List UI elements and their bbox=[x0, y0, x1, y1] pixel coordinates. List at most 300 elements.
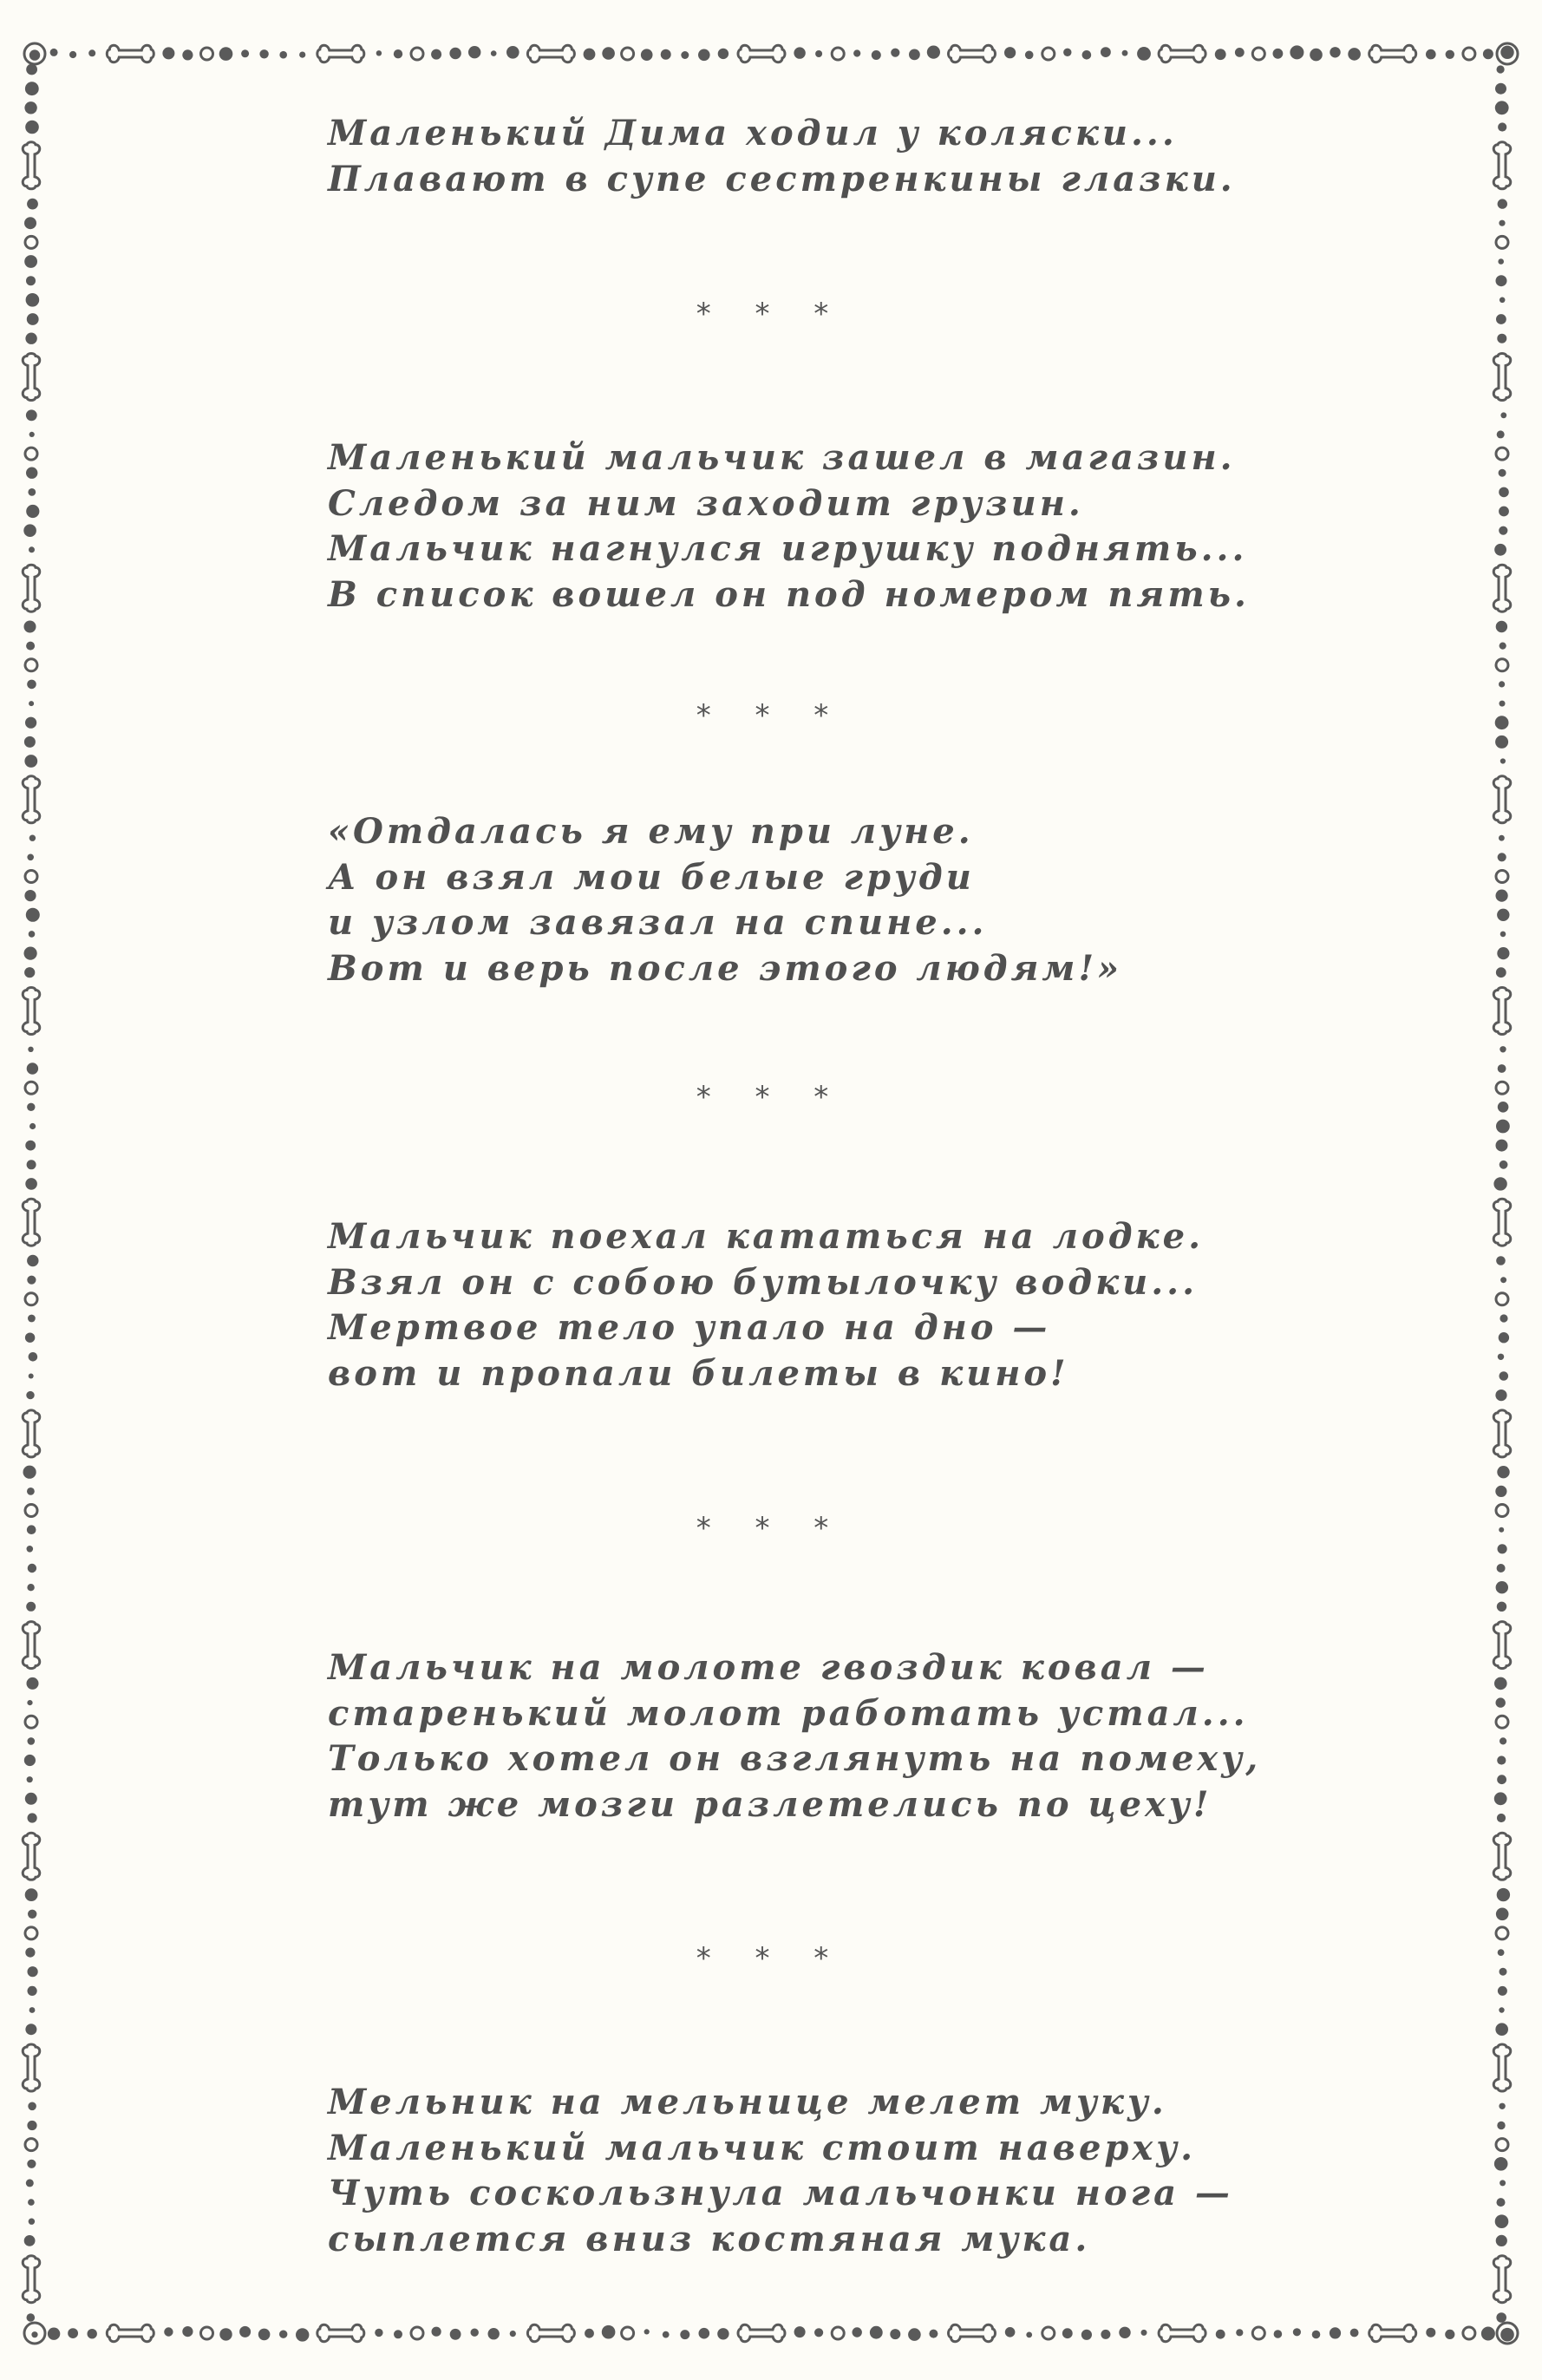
border-dot bbox=[890, 2329, 900, 2339]
border-dot bbox=[27, 1776, 33, 1782]
border-dot bbox=[602, 47, 615, 60]
border-dot bbox=[375, 2329, 382, 2337]
border-dot bbox=[1082, 50, 1092, 60]
border-dot bbox=[1499, 220, 1505, 226]
border-dot bbox=[717, 2328, 729, 2339]
stanza-4 bbox=[328, 1214, 1212, 1396]
border-dot bbox=[28, 1315, 36, 1323]
bone-icon bbox=[23, 1622, 40, 1669]
border-dot bbox=[870, 2326, 883, 2339]
border-dot bbox=[1499, 526, 1507, 535]
border-dot bbox=[28, 488, 36, 496]
border-dot bbox=[1293, 2328, 1301, 2336]
border-dot bbox=[24, 2235, 36, 2246]
border-dot bbox=[27, 1160, 36, 1169]
border-dot bbox=[26, 2179, 34, 2187]
stanza-line: Мельник на мельнице мелет муку. bbox=[328, 2082, 1167, 2122]
border-dot bbox=[1500, 1314, 1507, 1322]
bone-icon bbox=[738, 2324, 785, 2342]
border-dot bbox=[794, 47, 805, 58]
stanza-line: В список вошел он под номером пять. bbox=[328, 573, 1250, 615]
border-dot bbox=[24, 101, 36, 114]
border-dot bbox=[23, 524, 36, 537]
border-dot bbox=[1496, 621, 1507, 632]
border-dot bbox=[25, 1333, 35, 1343]
border-dot bbox=[1025, 51, 1034, 60]
stanza-line: Взял он с собою бутылочку водки... bbox=[328, 1261, 1199, 1303]
stanza-line: Вот и верь после этого людям!» bbox=[328, 947, 1122, 989]
border-dot bbox=[1497, 909, 1509, 921]
border-ring bbox=[1496, 448, 1508, 460]
border-dot bbox=[31, 2331, 37, 2338]
border-ring bbox=[411, 48, 423, 60]
border-dot bbox=[1496, 1908, 1509, 1921]
border-dot bbox=[25, 82, 39, 95]
bone-icon bbox=[23, 2256, 40, 2303]
stanza-line: Маленький мальчик стоит наверху. bbox=[328, 2127, 1197, 2168]
border-dot bbox=[1497, 1756, 1506, 1764]
bone-icon bbox=[1493, 1833, 1511, 1880]
border-dot bbox=[1496, 2312, 1506, 2323]
border-dot bbox=[1495, 2214, 1509, 2228]
border-dot bbox=[1497, 1888, 1510, 1901]
stanza-line: вот и пропали билеты в кино! bbox=[328, 1352, 1069, 1394]
border-dot bbox=[88, 2329, 97, 2338]
border-dot bbox=[908, 2328, 921, 2341]
border-dot bbox=[1495, 1389, 1506, 1401]
border-dot bbox=[1236, 2329, 1243, 2336]
border-dot bbox=[1499, 1332, 1509, 1343]
border-dot bbox=[28, 1047, 33, 1052]
border-dot bbox=[279, 51, 287, 59]
border-dot bbox=[1498, 258, 1504, 265]
border-dot bbox=[1499, 469, 1506, 477]
border-dot bbox=[1496, 1120, 1510, 1134]
border-ring bbox=[1496, 1927, 1508, 1939]
border-dot bbox=[1119, 2327, 1130, 2338]
border-dot bbox=[929, 2330, 938, 2338]
border-dot bbox=[718, 49, 729, 59]
stanza-line: старенький молот работать устал... bbox=[328, 1692, 1249, 1734]
border-dot bbox=[1496, 890, 1508, 902]
border-dot bbox=[239, 2326, 251, 2338]
border-ring bbox=[1042, 48, 1055, 60]
border-dot bbox=[1497, 334, 1506, 343]
border-dot bbox=[641, 49, 653, 61]
bone-icon bbox=[1493, 2256, 1511, 2303]
border-dot bbox=[1494, 1677, 1507, 1690]
border-dot bbox=[26, 1602, 36, 1612]
border-dot bbox=[24, 217, 36, 229]
border-dot bbox=[29, 1352, 38, 1362]
border-dot bbox=[1426, 2328, 1435, 2338]
border-dot bbox=[376, 50, 382, 56]
border-dot bbox=[602, 2325, 616, 2339]
border-dot bbox=[1495, 83, 1506, 95]
border-ring bbox=[1496, 236, 1508, 248]
border-dot bbox=[1499, 681, 1505, 687]
border-dot bbox=[48, 2328, 60, 2340]
border-dot bbox=[1497, 1775, 1506, 1784]
border-dot bbox=[1062, 2328, 1073, 2338]
border-dot bbox=[279, 2331, 287, 2338]
border-ring bbox=[1252, 48, 1264, 60]
border-dot bbox=[24, 255, 37, 268]
border-dot bbox=[1426, 49, 1436, 60]
bone-icon bbox=[1369, 45, 1416, 62]
border-dot bbox=[1330, 2327, 1341, 2338]
border-dot bbox=[1500, 1737, 1506, 1744]
bone-icon bbox=[317, 45, 364, 62]
border-dot bbox=[1496, 967, 1506, 978]
border-dot bbox=[431, 49, 441, 60]
border-dot bbox=[510, 2331, 516, 2337]
border-dot bbox=[24, 890, 36, 901]
border-dot bbox=[26, 642, 35, 651]
border-dot bbox=[26, 276, 36, 285]
bone-icon bbox=[23, 2044, 40, 2091]
stanza-1 bbox=[328, 111, 1236, 202]
border-dot bbox=[296, 2328, 309, 2341]
border-ring bbox=[1496, 659, 1508, 671]
border-ring bbox=[201, 2327, 213, 2339]
border-dot bbox=[1498, 1986, 1507, 1996]
border-dot bbox=[1215, 49, 1226, 60]
border-ring bbox=[1252, 2327, 1264, 2339]
border-dot bbox=[1483, 49, 1493, 59]
border-dot bbox=[927, 46, 940, 59]
border-dot bbox=[1348, 48, 1361, 61]
border-dot bbox=[1500, 412, 1506, 418]
border-dot bbox=[794, 2326, 806, 2338]
stanza-line: Маленький мальчик зашел в магазин. bbox=[328, 437, 1236, 478]
border-dot bbox=[27, 1255, 38, 1266]
stanza-line: Мальчик нагнулся игрушку поднять... bbox=[328, 528, 1248, 569]
border-dot bbox=[29, 835, 36, 841]
border-dot bbox=[1494, 544, 1506, 556]
border-dot bbox=[27, 1677, 39, 1690]
border-dot bbox=[28, 2102, 36, 2111]
border-dot bbox=[26, 505, 39, 518]
border-dot bbox=[1499, 507, 1509, 517]
stanza-line: Мальчик поехал кататься на лодке. bbox=[328, 1216, 1204, 1257]
border-dot bbox=[663, 2331, 670, 2338]
border-dot bbox=[1497, 947, 1509, 959]
border-dot bbox=[1500, 1371, 1509, 1381]
bone-icon bbox=[1369, 2324, 1416, 2342]
border-dot bbox=[661, 49, 671, 60]
bone-icon bbox=[23, 1199, 40, 1246]
border-dot bbox=[815, 50, 822, 57]
stanza-line: «Отдалась я ему при луне. bbox=[328, 811, 974, 852]
border-dot bbox=[259, 49, 268, 58]
border-dot bbox=[1446, 50, 1454, 59]
border-ring bbox=[25, 659, 37, 671]
border-dot bbox=[1497, 430, 1505, 438]
border-dot bbox=[23, 1466, 36, 1479]
bone-icon bbox=[1493, 1410, 1511, 1457]
border-dot bbox=[27, 680, 36, 690]
bone-icon bbox=[23, 565, 40, 611]
border-ring bbox=[25, 2139, 37, 2151]
border-dot bbox=[27, 854, 34, 861]
border-ring bbox=[1463, 48, 1475, 60]
border-dot bbox=[1500, 1277, 1506, 1283]
stanza-line: сыплется вниз костяная мука. bbox=[328, 2218, 1091, 2259]
border-dot bbox=[1310, 49, 1323, 62]
bone-icon bbox=[107, 2324, 154, 2342]
border-dot bbox=[26, 468, 37, 479]
border-dot bbox=[394, 49, 402, 58]
bone-icon bbox=[738, 45, 785, 62]
border-dot bbox=[488, 2328, 500, 2339]
border-ring bbox=[832, 2327, 844, 2339]
bone-icon bbox=[1493, 142, 1511, 189]
border-dot bbox=[162, 47, 174, 59]
border-dot bbox=[25, 333, 36, 344]
bone-icon bbox=[949, 2324, 996, 2342]
border-dot bbox=[1493, 1177, 1506, 1190]
stanza-separator: * * * bbox=[696, 1080, 846, 1115]
border-dot bbox=[1495, 736, 1508, 749]
stanza-line: Чуть соскользнула мальчонки нога — bbox=[328, 2173, 1233, 2213]
border-ring bbox=[832, 48, 844, 60]
stanza-line: А он взял мои белые груди bbox=[328, 856, 975, 898]
border-ring bbox=[1496, 1293, 1508, 1305]
border-dot bbox=[28, 1564, 36, 1572]
border-dot bbox=[1499, 2103, 1505, 2109]
border-ring bbox=[1496, 1716, 1508, 1728]
border-dot bbox=[1330, 47, 1340, 57]
border-dot bbox=[25, 1888, 38, 1901]
border-dot bbox=[219, 47, 233, 61]
border-dot bbox=[1495, 2023, 1508, 2036]
border-dot bbox=[1498, 853, 1506, 861]
border-ring bbox=[411, 2327, 423, 2339]
border-dot bbox=[299, 52, 305, 58]
border-dot bbox=[1273, 49, 1284, 59]
border-dot bbox=[27, 2160, 36, 2168]
border-dot bbox=[698, 49, 710, 62]
border-dot bbox=[1498, 199, 1507, 208]
bone-icon bbox=[23, 776, 40, 823]
bone-icon bbox=[1159, 45, 1206, 62]
bone-icon bbox=[1493, 988, 1511, 1035]
border-dot bbox=[24, 1755, 36, 1766]
border-dot bbox=[1290, 45, 1304, 59]
border-dot bbox=[1216, 2330, 1225, 2339]
border-dot bbox=[1101, 47, 1111, 57]
border-dot bbox=[25, 1793, 37, 1805]
border-dot bbox=[27, 2121, 36, 2130]
border-dot bbox=[1122, 50, 1128, 56]
border-dot bbox=[164, 2327, 173, 2336]
border-dot bbox=[1481, 2327, 1495, 2341]
border-dot bbox=[1063, 49, 1071, 56]
border-ring bbox=[1496, 871, 1508, 883]
border-dot bbox=[29, 931, 36, 938]
border-ring bbox=[1463, 2327, 1475, 2339]
border-dot bbox=[1500, 1046, 1506, 1052]
stanza-separator: * * * bbox=[696, 1511, 846, 1546]
border-dot bbox=[1495, 101, 1509, 114]
border-dot bbox=[1026, 2332, 1032, 2338]
bone-icon bbox=[1493, 1199, 1511, 1246]
border-dot bbox=[681, 51, 689, 59]
border-dot bbox=[1004, 47, 1016, 58]
border-dot bbox=[1081, 2330, 1092, 2340]
border-dot bbox=[25, 1141, 36, 1151]
border-dot bbox=[1235, 48, 1245, 57]
bone-icon bbox=[107, 45, 154, 62]
border-dot bbox=[1137, 47, 1151, 61]
border-dot bbox=[29, 2007, 36, 2013]
stanza-line: Плавают в супе сестренкины глазки. bbox=[328, 158, 1236, 199]
stanza-6 bbox=[328, 2080, 1233, 2262]
border-dot bbox=[1445, 2330, 1454, 2339]
border-dot bbox=[1141, 2330, 1147, 2336]
border-dot bbox=[26, 409, 37, 421]
border-dot bbox=[680, 2330, 689, 2339]
border-dot bbox=[182, 49, 193, 60]
bone-icon bbox=[1493, 1622, 1511, 1669]
border-dot bbox=[25, 2024, 36, 2035]
border-dot bbox=[27, 1488, 35, 1495]
border-dot bbox=[468, 46, 480, 58]
border-dot bbox=[1101, 2330, 1110, 2339]
border-dot bbox=[25, 1178, 37, 1190]
border-dot bbox=[853, 49, 860, 56]
border-dot bbox=[27, 1986, 36, 1996]
border-dot bbox=[1497, 1564, 1506, 1572]
border-dot bbox=[24, 755, 37, 768]
border-dot bbox=[25, 121, 39, 134]
border-dot bbox=[27, 1546, 34, 1553]
border-dot bbox=[69, 51, 76, 58]
border-dot bbox=[872, 50, 881, 60]
bone-icon bbox=[23, 1833, 40, 1880]
border-dot bbox=[584, 49, 596, 61]
border-ring bbox=[25, 1927, 37, 1939]
border-dot bbox=[28, 2199, 35, 2206]
border-dot bbox=[29, 2219, 35, 2225]
border-dot bbox=[1497, 2198, 1506, 2207]
border-ring bbox=[1042, 2327, 1055, 2339]
border-dot bbox=[27, 2313, 36, 2322]
stanza-5 bbox=[328, 1645, 1262, 1828]
stanza-2 bbox=[328, 435, 1250, 618]
border-dot bbox=[258, 2329, 271, 2341]
border-dot bbox=[28, 1737, 36, 1745]
border-dot bbox=[1350, 2329, 1359, 2338]
stanza-line: тут же мозги разлетелись по цеху! bbox=[328, 1783, 1212, 1825]
bone-icon bbox=[23, 988, 40, 1035]
border-dot bbox=[24, 967, 35, 978]
border-dot bbox=[909, 49, 920, 61]
border-dot bbox=[1497, 1466, 1509, 1478]
border-dot bbox=[1497, 2122, 1505, 2129]
border-dot bbox=[1496, 1581, 1508, 1593]
border-dot bbox=[891, 49, 899, 57]
border-dot bbox=[50, 49, 58, 56]
stanza-line: Мертвое тело упало на дно — bbox=[328, 1307, 1051, 1348]
border-dot bbox=[1494, 2157, 1508, 2171]
border-dot bbox=[28, 1910, 36, 1919]
border-dot bbox=[449, 48, 461, 59]
bone-icon bbox=[1493, 776, 1511, 823]
border-dot bbox=[26, 908, 40, 922]
border-ring bbox=[622, 2327, 634, 2339]
border-dot bbox=[1499, 2007, 1504, 2012]
border-dot bbox=[1496, 1256, 1506, 1265]
border-dot bbox=[1005, 2327, 1016, 2338]
stanza-3 bbox=[328, 809, 1212, 991]
border-dot bbox=[1498, 1064, 1506, 1073]
border-dot bbox=[29, 1374, 34, 1379]
border-dot bbox=[1500, 2328, 1514, 2342]
border-dot bbox=[27, 1813, 36, 1822]
stanza-separator: * * * bbox=[696, 698, 846, 733]
border-dot bbox=[1496, 1697, 1506, 1707]
border-dot bbox=[1499, 835, 1505, 841]
border-dot bbox=[27, 199, 38, 210]
border-dot bbox=[27, 1276, 36, 1285]
border-dot bbox=[853, 2327, 862, 2337]
stanza-line: и узлом завязал на спине... bbox=[328, 902, 988, 943]
border-dot bbox=[24, 736, 36, 748]
border-dot bbox=[24, 621, 36, 633]
border-dot bbox=[1496, 2235, 1507, 2246]
border-dot bbox=[29, 1123, 36, 1129]
bone-icon bbox=[23, 1410, 40, 1457]
border-dot bbox=[27, 1700, 32, 1705]
stanza-line: Мальчик на молоте гвоздик ковал — bbox=[328, 1647, 1209, 1688]
border-dot bbox=[506, 46, 519, 59]
border-dot bbox=[1500, 643, 1506, 650]
border-dot bbox=[241, 49, 249, 57]
border-dot bbox=[1497, 1814, 1506, 1822]
border-dot bbox=[1495, 1486, 1506, 1497]
border-dot bbox=[644, 2329, 650, 2334]
border-ring bbox=[25, 1716, 37, 1728]
border-ring bbox=[25, 1293, 37, 1305]
border-dot bbox=[699, 2328, 710, 2339]
border-dot bbox=[27, 1062, 38, 1074]
bone-icon bbox=[527, 2324, 574, 2342]
border-dot bbox=[1312, 2331, 1321, 2339]
border-dot bbox=[1500, 2180, 1506, 2186]
border-dot bbox=[1496, 275, 1507, 286]
bone-icon bbox=[23, 142, 40, 189]
border-dot bbox=[68, 2328, 78, 2338]
border-ring bbox=[25, 448, 37, 460]
border-dot bbox=[491, 50, 497, 56]
bone-icon bbox=[527, 45, 574, 62]
stanza-line: Следом за ним заходит грузин. bbox=[328, 482, 1084, 524]
border-dot bbox=[26, 64, 37, 75]
border-dot bbox=[1500, 932, 1506, 938]
bone-icon bbox=[1159, 2324, 1206, 2342]
bone-icon bbox=[317, 2324, 364, 2342]
border-dot bbox=[182, 2326, 193, 2337]
border-dot bbox=[814, 2328, 823, 2337]
border-dot bbox=[26, 1391, 34, 1399]
border-dot bbox=[88, 49, 95, 56]
border-dot bbox=[1274, 2330, 1283, 2338]
border-dot bbox=[27, 1584, 34, 1591]
border-ring bbox=[201, 48, 213, 60]
border-dot bbox=[1494, 1792, 1507, 1805]
